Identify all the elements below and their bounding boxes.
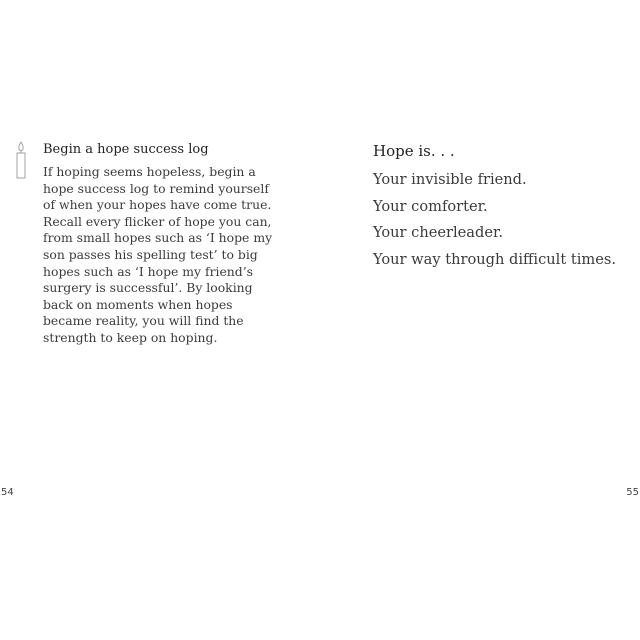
tip-body-line: from small hopes such as ‘I hope my bbox=[43, 230, 273, 246]
tip-body-line: back on moments when hopes bbox=[43, 296, 233, 312]
hope-list-item: Your cheerleader. bbox=[373, 224, 503, 241]
tip-body-line: surgery is successful’. By looking bbox=[43, 280, 253, 296]
right-page bbox=[320, 0, 640, 640]
tip-body bbox=[43, 164, 271, 347]
hope-list-item: Your comforter. bbox=[373, 197, 488, 215]
hope-list-item: Your invisible friend. bbox=[373, 171, 527, 188]
tip-body-line: son passes his spelling test’ to big bbox=[43, 246, 258, 262]
hope-heading: Hope is. . . bbox=[373, 142, 455, 160]
tip-body-line: Recall every flicker of hope you can, bbox=[43, 213, 272, 229]
tip-body-line: hope success log to remind yourself bbox=[43, 180, 269, 196]
page-number-right: 55 bbox=[626, 487, 639, 498]
tip-body-line: If hoping seems hopeless, begin a bbox=[43, 164, 256, 179]
candle-icon bbox=[14, 141, 28, 179]
hope-list bbox=[373, 167, 616, 273]
tip-body-line: became reality, you will find the bbox=[43, 313, 244, 329]
tip-body-line: of when your hopes have come true. bbox=[43, 197, 272, 213]
tip-body-line: strength to keep on hoping. bbox=[43, 329, 218, 345]
tip-body-line: hopes such as ‘I hope my friend’s bbox=[43, 263, 253, 279]
tip-heading: Begin a hope success log bbox=[43, 142, 209, 157]
hope-list-item: Your way through difficult times. bbox=[373, 250, 616, 268]
page-number-left: 54 bbox=[1, 487, 14, 498]
